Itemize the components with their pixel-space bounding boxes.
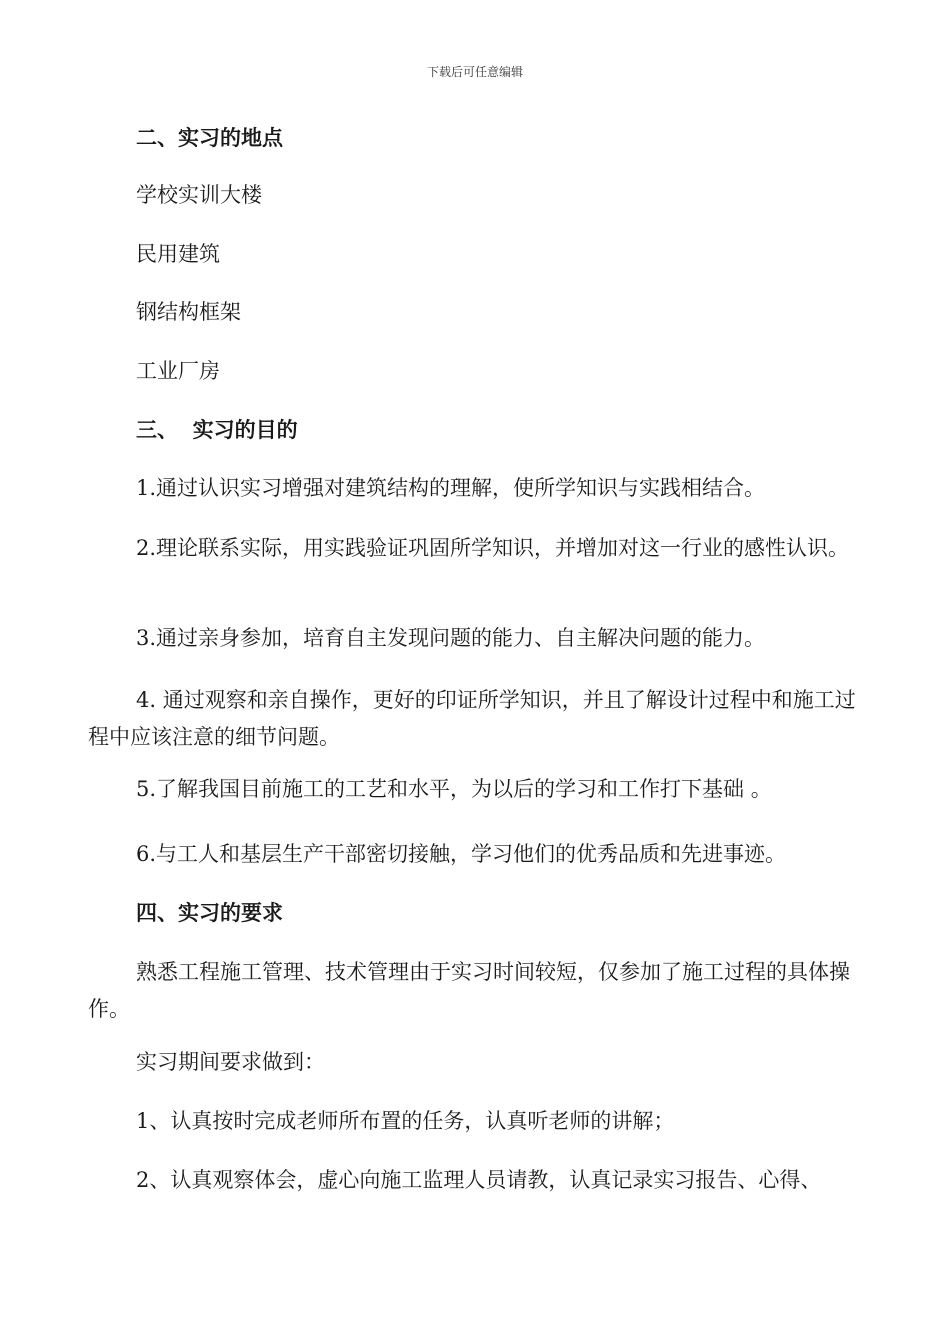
purpose-item-5: 5.了解我国目前施工的工艺和水平，为以后的学习和工作打下基础 。 <box>136 777 772 801</box>
purpose-item-2: 2.理论联系实际，用实践验证巩固所学知识，并增加对这一行业的感性认识。 <box>136 536 850 560</box>
page-header-note: 下载后可任意编辑 <box>426 65 523 79</box>
requirements-lead: 实习期间要求做到： <box>136 1050 325 1074</box>
section-heading-purpose: 三、 实习的目的 <box>136 417 298 442</box>
requirement-item-1: 1、认真按时完成老师所布置的任务，认真听老师的讲解； <box>136 1109 675 1133</box>
purpose-item-4: 4. 通过观察和亲自操作，更好的印证所学知识，并且了解设计过程中和施工过程中应该注意的细节问题。 <box>88 688 856 749</box>
location-item-3: 钢结构框架 <box>136 300 241 324</box>
location-item-2: 民用建筑 <box>136 242 220 266</box>
location-item-1: 学校实训大楼 <box>136 183 262 207</box>
location-item-4: 工业厂房 <box>136 359 220 383</box>
requirements-intro: 熟悉工程施工管理、技术管理由于实习时间较短，仅参加了施工过程的具体操作。 <box>88 960 850 1021</box>
purpose-item-3: 3.通过亲身参加，培育自主发现问题的能力、自主解决问题的能力。 <box>136 626 766 650</box>
purpose-item-1: 1.通过认识实习增强对建筑结构的理解，使所学知识与实践相结合。 <box>136 476 766 500</box>
purpose-item-6: 6.与工人和基层生产干部密切接触，学习他们的优秀品质和先进事迹。 <box>136 842 787 866</box>
section-heading-location: 二、实习的地点 <box>136 125 283 150</box>
section-heading-requirements: 四、实习的要求 <box>136 900 283 925</box>
requirement-item-2: 2、认真观察体会，虚心向施工监理人员请教，认真记录实习报告、心得、 <box>136 1168 822 1192</box>
